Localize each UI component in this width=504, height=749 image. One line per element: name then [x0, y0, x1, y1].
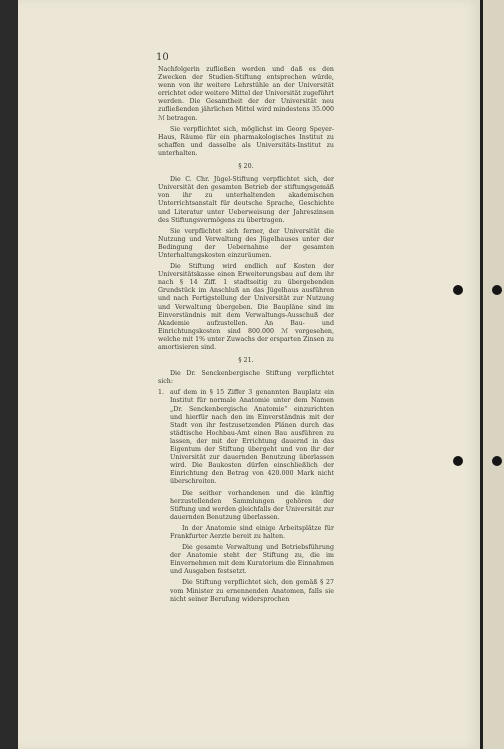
paragraph: Die Dr. Senckenbergische Stiftung verpflichtet sich:	[158, 370, 334, 386]
punch-hole	[492, 456, 502, 466]
paragraph: Die gesamte Verwaltung und Betriebsführung der Anatomie steht der Stiftung zu, die im Einvernehmen mit dem Kuratorium die Einnahmen und Ausgaben festsetzt.	[170, 544, 334, 576]
section-heading: § 21.	[238, 357, 254, 365]
page-number: 10	[156, 52, 169, 63]
paragraph: In der Anatomie sind einige Arbeitsplätze für Frankfurter Aerzte bereit zu halten.	[170, 524, 334, 540]
paragraph: Sie verpflichtet sich, möglichst im Georg Speyer-Haus, Räume für ein pharmakologisches Institut zu schaffen und dasselbe als Universitäts-Institut zu unterhalten.	[158, 125, 334, 157]
paragraph: Sie verpflichtet sich ferner, der Universität die Nutzung und Verwaltung des Jügelhauses unter der Bedingung der Uebernahme der gesamten Unterhaltungskosten einzuräumen.	[158, 227, 334, 259]
paragraph: Die C. Chr. Jügel-Stiftung verpflichtet sich, der Universität den gesamten Betrieb der stiftungsgemäß von ihr zu unterhaltenden akademischen Unterrichtsanstalt für deutsche Sprache, Geschichte und Literatur unter Ueberweisung der Jahreszinsen des Stiftungsvermögens zu übertragen.	[158, 176, 334, 224]
punch-hole	[453, 285, 463, 295]
list-item-text: auf dem in § 15 Ziffer 3 genannten Bauplatz ein Institut für normale Anatomie unter dem Namen „Dr. Senckenbergische Anatomie“ einzurichten und hierfür nach den im Einverständnis mit der Stadt von ihr festzusetzenden Plänen durch das städtische Hochbau-Amt einen Bau ausführen zu lassen, der mit der Errichtung dauernd in das Eigentum der Stiftung übergeht und von ihr der Universität zur dauernden Benutzung überlassen wird. Die Baukosten dürfen einschließlich der Einrichtung den Betrag von 420.000 Mark nicht überschreiten.	[170, 389, 334, 486]
body-text	[158, 66, 334, 604]
punch-hole	[453, 456, 463, 466]
next-page-edge	[480, 0, 504, 749]
paragraph: Die Stiftung verpflichtet sich, den gemäß § 27 vom Minister zu ernennenden Anatomen, falls sie nicht seiner Berufung widersprochen	[170, 579, 334, 603]
punch-hole	[492, 285, 502, 295]
paragraph: Die Stiftung wird endlich auf Kosten der Universitätskasse einen Erweiterungsbau auf dem ihr nach § 14 Ziff. 1 stadtseitig zu übergebenden Grundstück im Anschluß an das Jügelhaus ausführen und nach Fertigstellung der Universität zur Nutzung und Verwaltung übergeben. Die Baupläne sind im Einverständnis mit dem Verwaltungs-Ausschuß der Akademie aufzustellen. An Bau- und Einrichtungskosten sind 800.000 ℳ vorgesehen, welche mit 1% unter Zuwachs der ersparten Zinsen zu amortisieren sind.	[158, 263, 334, 351]
paragraph: Nachfolgerin zufließen werden und daß es den Zwecken der Studien-Stiftung entsprechen würde, wenn von ihr weitere Lehrstühle an der Universität errichtet oder weitere Mittel der Universität zugeführt werden. Die Gesamtheit der der Universität neu zufließenden jährlichen Mittel wird mindestens 35.000 ℳ betragen.	[158, 66, 334, 122]
list-item	[158, 389, 334, 486]
paragraph: Die seither vorhandenen und die künftig herzustellenden Sammlungen gehören der Stiftung und werden gleichfalls der Universität zur dauernden Benutzung überlassen.	[170, 489, 334, 521]
section-heading: § 20.	[238, 163, 254, 171]
list-item-number: 1.	[158, 389, 165, 397]
